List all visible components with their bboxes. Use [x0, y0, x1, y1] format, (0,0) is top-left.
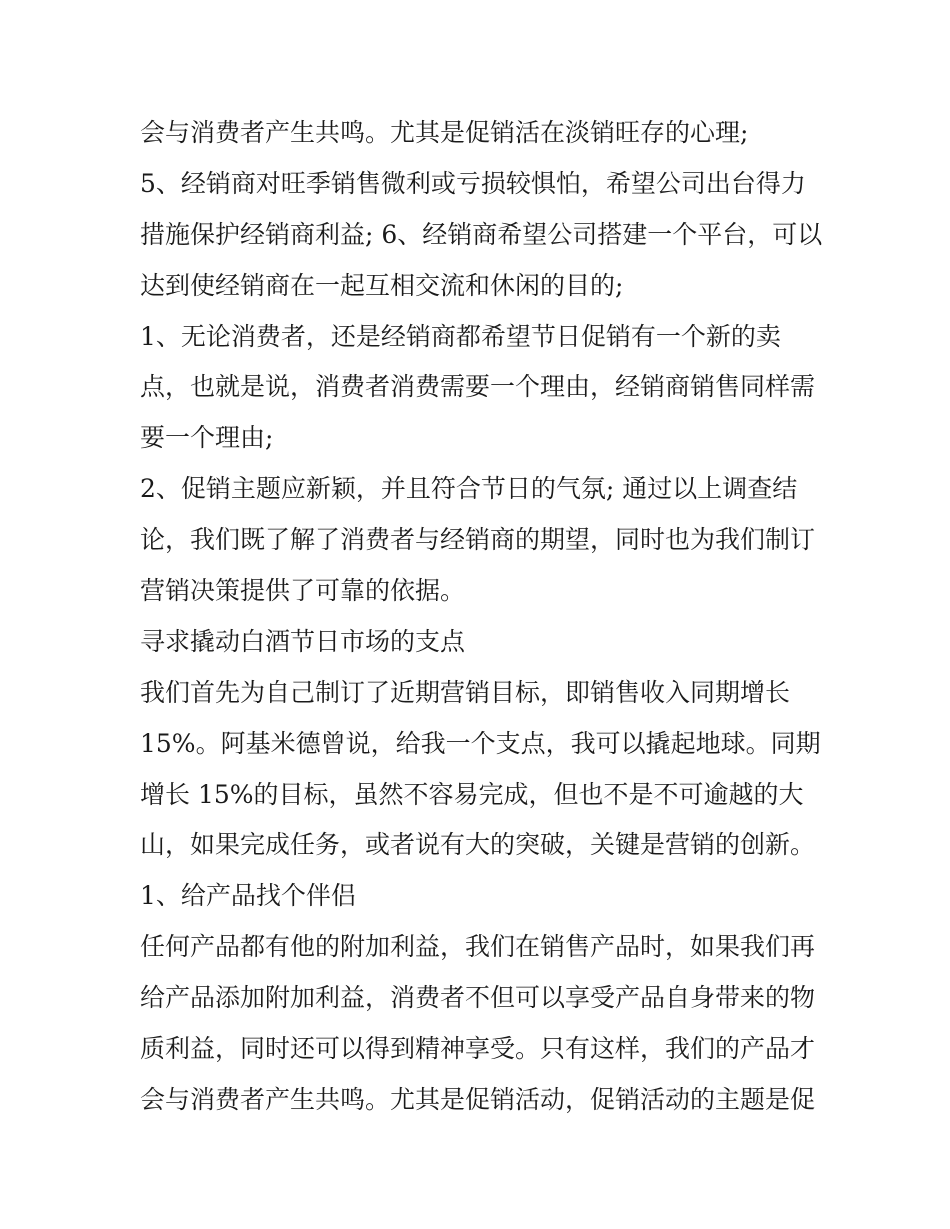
text-line: 给产品添加附加利益，消费者不但可以享受产品自身带来的物 [140, 983, 816, 1013]
text-line: 5、经销商对旺季销售微利或亏损较惧怕，希望公司出台得力 [140, 168, 806, 198]
text-line: 会与消费者产生共鸣。尤其是促销活动，促销活动的主题是促 [140, 1084, 816, 1114]
text-line: 会与消费者产生共鸣。尤其是促销活在淡销旺存的心理; [140, 118, 749, 147]
text-line: 增长 15%的目标，虽然不容易完成，但也不是不可逾越的大 [140, 779, 804, 809]
text-line: 1、无论消费者，还是经销商都希望节日促销有一个新的卖 [140, 321, 781, 351]
text-line: 论，我们既了解了消费者与经销商的期望，同时也为我们制订 [140, 525, 816, 555]
text-line: 山，如果完成任务，或者说有大的突破，关键是营销的创新。 [140, 830, 816, 860]
text-line: 要一个理由; [140, 423, 274, 453]
body-text [140, 108, 823, 1126]
text-line: 质利益，同时还可以得到精神享受。只有这样，我们的产品才 [140, 1034, 816, 1064]
section-heading: 寻求撬动白酒节日市场的支点 [140, 626, 466, 656]
section-heading: 1、给产品找个伴侣 [140, 881, 356, 911]
text-line: 任何产品都有他的附加利益，我们在销售产品时，如果我们再 [140, 932, 816, 962]
text-line: 15%。阿基米德曾说，给我一个支点，我可以撬起地球。同期 [140, 728, 821, 758]
text-line: 点，也就是说，消费者消费需要一个理由，经销商销售同样需 [140, 372, 816, 402]
text-line: 我们首先为自己制订了近期营销目标，即销售收入同期增长 [140, 677, 791, 707]
text-line: 营销决策提供了可靠的依据。 [140, 576, 466, 606]
text-line: 措施保护经销商利益; 6、经销商希望公司搭建一个平台，可以 [140, 219, 823, 249]
text-line: 2、促销主题应新颖，并且符合节日的气氛; 通过以上调查结 [140, 474, 798, 504]
text-line: 达到使经销商在一起互相交流和休闲的目的; [140, 270, 624, 300]
